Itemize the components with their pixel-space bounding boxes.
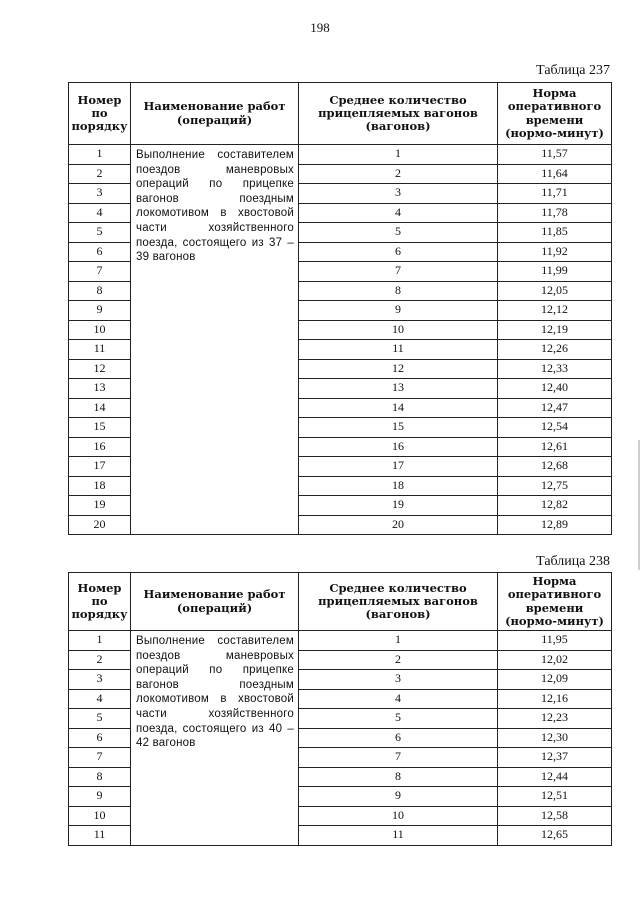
norm-time-value: 11,64 xyxy=(498,164,612,184)
wagon-count: 6 xyxy=(299,728,498,748)
norm-time-value: 12,54 xyxy=(498,418,612,438)
header-norm-time: Норма оперативного времени (нормо-минут) xyxy=(498,573,612,631)
row-number: 2 xyxy=(69,650,131,670)
row-number: 4 xyxy=(69,689,131,709)
row-number: 3 xyxy=(69,184,131,204)
wagon-count: 10 xyxy=(299,320,498,340)
table-row xyxy=(69,145,612,165)
wagon-count: 15 xyxy=(299,418,498,438)
work-description: Выполнение составителем поездов маневровых операций по прицепке вагонов поездным локомотивом в хвостовой части хозяйственного поезда, состоящего из 37 – 39 вагонов xyxy=(131,145,299,535)
wagon-count: 8 xyxy=(299,281,498,301)
wagon-count: 11 xyxy=(299,340,498,360)
norm-time-value: 12,51 xyxy=(498,787,612,807)
wagon-count: 12 xyxy=(299,359,498,379)
row-number: 20 xyxy=(69,515,131,535)
row-number: 8 xyxy=(69,767,131,787)
table-row xyxy=(69,631,612,651)
wagon-count: 1 xyxy=(299,631,498,651)
wagon-count: 5 xyxy=(299,709,498,729)
wagon-count: 10 xyxy=(299,806,498,826)
wagon-count: 8 xyxy=(299,767,498,787)
wagon-count: 13 xyxy=(299,379,498,399)
table-caption-238: Таблица 238 xyxy=(536,554,610,569)
header-norm-time: Норма оперативного времени (нормо-минут) xyxy=(498,83,612,145)
row-number: 18 xyxy=(69,476,131,496)
row-number: 6 xyxy=(69,728,131,748)
norm-time-value: 12,65 xyxy=(498,826,612,846)
row-number: 4 xyxy=(69,203,131,223)
wagon-count: 7 xyxy=(299,262,498,282)
norm-time-value: 12,12 xyxy=(498,301,612,321)
row-number: 7 xyxy=(69,748,131,768)
norm-time-value: 12,05 xyxy=(498,281,612,301)
row-number: 9 xyxy=(69,787,131,807)
row-number: 3 xyxy=(69,670,131,690)
row-number: 1 xyxy=(69,145,131,165)
norm-time-value: 12,58 xyxy=(498,806,612,826)
table-caption-237: Таблица 237 xyxy=(536,63,610,78)
page-number: 198 xyxy=(310,20,330,35)
wagon-count: 17 xyxy=(299,457,498,477)
norm-time-value: 12,75 xyxy=(498,476,612,496)
norm-time-value: 12,09 xyxy=(498,670,612,690)
norm-time-value: 12,68 xyxy=(498,457,612,477)
row-number: 12 xyxy=(69,359,131,379)
row-number: 11 xyxy=(69,340,131,360)
row-number: 6 xyxy=(69,242,131,262)
norm-time-value: 12,40 xyxy=(498,379,612,399)
wagon-count: 11 xyxy=(299,826,498,846)
wagon-count: 18 xyxy=(299,476,498,496)
norm-time-value: 12,23 xyxy=(498,709,612,729)
header-work-name: Наименование работ (операций) xyxy=(131,83,299,145)
wagon-count: 14 xyxy=(299,398,498,418)
row-number: 17 xyxy=(69,457,131,477)
header-number: Номер по порядку xyxy=(69,573,131,631)
wagon-count: 9 xyxy=(299,301,498,321)
norm-time-value: 12,47 xyxy=(498,398,612,418)
wagon-count: 3 xyxy=(299,184,498,204)
wagon-count: 7 xyxy=(299,748,498,768)
wagon-count: 16 xyxy=(299,437,498,457)
norm-time-value: 11,95 xyxy=(498,631,612,651)
norm-time-value: 12,19 xyxy=(498,320,612,340)
header-avg-wagons: Среднее количество прицепляемых вагонов (вагонов) xyxy=(299,573,498,631)
row-number: 14 xyxy=(69,398,131,418)
row-number: 16 xyxy=(69,437,131,457)
row-number: 10 xyxy=(69,806,131,826)
row-number: 11 xyxy=(69,826,131,846)
row-number: 5 xyxy=(69,223,131,243)
wagon-count: 19 xyxy=(299,496,498,516)
work-description: Выполнение составителем поездов маневровых операций по прицепке вагонов поездным локомотивом в хвостовой части хозяйственного поезда, состоящего из 40 – 42 вагонов xyxy=(131,631,299,846)
norm-time-value: 12,89 xyxy=(498,515,612,535)
norm-table-238 xyxy=(68,572,612,846)
row-number: 13 xyxy=(69,379,131,399)
norm-time-value: 11,92 xyxy=(498,242,612,262)
norm-time-value: 12,30 xyxy=(498,728,612,748)
row-number: 2 xyxy=(69,164,131,184)
row-number: 10 xyxy=(69,320,131,340)
row-number: 19 xyxy=(69,496,131,516)
row-number: 15 xyxy=(69,418,131,438)
norm-table-237 xyxy=(68,82,612,535)
header-avg-wagons: Среднее количество прицепляемых вагонов (вагонов) xyxy=(299,83,498,145)
norm-time-value: 12,26 xyxy=(498,340,612,360)
wagon-count: 20 xyxy=(299,515,498,535)
norm-time-value: 12,16 xyxy=(498,689,612,709)
wagon-count: 3 xyxy=(299,670,498,690)
norm-time-value: 12,61 xyxy=(498,437,612,457)
norm-time-value: 11,78 xyxy=(498,203,612,223)
norm-time-value: 11,57 xyxy=(498,145,612,165)
wagon-count: 2 xyxy=(299,650,498,670)
wagon-count: 4 xyxy=(299,689,498,709)
wagon-count: 9 xyxy=(299,787,498,807)
wagon-count: 6 xyxy=(299,242,498,262)
header-number: Номер по порядку xyxy=(69,83,131,145)
norm-time-value: 11,71 xyxy=(498,184,612,204)
header-work-name: Наименование работ (операций) xyxy=(131,573,299,631)
row-number: 7 xyxy=(69,262,131,282)
norm-time-value: 12,44 xyxy=(498,767,612,787)
norm-time-value: 11,99 xyxy=(498,262,612,282)
norm-time-value: 11,85 xyxy=(498,223,612,243)
row-number: 5 xyxy=(69,709,131,729)
wagon-count: 2 xyxy=(299,164,498,184)
wagon-count: 1 xyxy=(299,145,498,165)
norm-time-value: 12,37 xyxy=(498,748,612,768)
norm-time-value: 12,33 xyxy=(498,359,612,379)
row-number: 8 xyxy=(69,281,131,301)
row-number: 1 xyxy=(69,631,131,651)
row-number: 9 xyxy=(69,301,131,321)
norm-time-value: 12,02 xyxy=(498,650,612,670)
norm-time-value: 12,82 xyxy=(498,496,612,516)
wagon-count: 5 xyxy=(299,223,498,243)
wagon-count: 4 xyxy=(299,203,498,223)
